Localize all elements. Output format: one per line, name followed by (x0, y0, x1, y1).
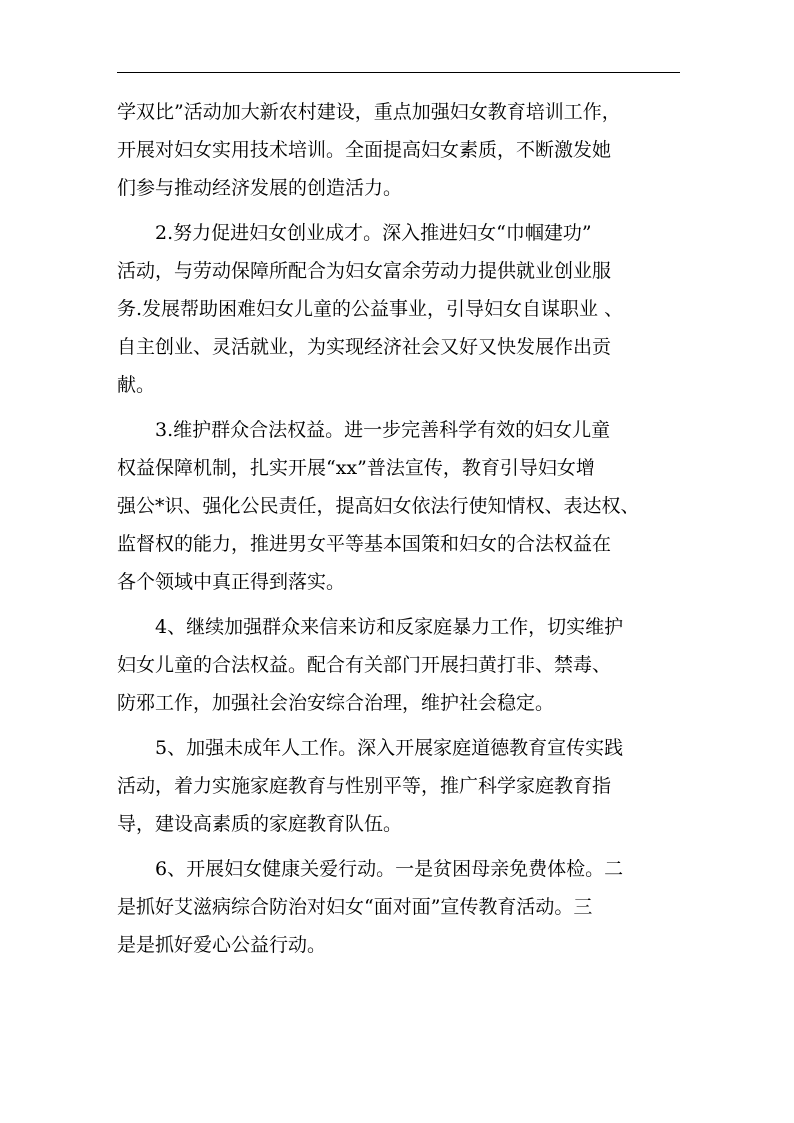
paragraph-2 (117, 214, 680, 404)
paragraph-line: 导，建设高素质的家庭教育队伍。 (117, 813, 403, 835)
paragraph-line: 自主创业、灵活就业，为实现经济社会又好又快发展作出贡 (117, 336, 612, 358)
paragraph-line: 2.努力促进妇女创业成才。深入推进妇女“巾帼建功” (155, 222, 592, 244)
paragraph-line: 是抓好艾滋病综合防治对妇女“面对面”宣传教育活动。三 (117, 896, 593, 918)
paragraph-line: 权益保障机制，扎实开展“xx”普法宣传，教育引导妇女增 (117, 457, 595, 479)
paragraph-3 (117, 411, 680, 601)
paragraph-spacer (117, 843, 680, 850)
paragraph-spacer (117, 207, 680, 214)
paragraph-line: 3.维护群众合法权益。进一步完善科学有效的妇女儿童 (155, 419, 611, 441)
paragraph-spacer (117, 404, 680, 411)
paragraph-line: 各个领域中真正得到落实。 (117, 571, 346, 593)
paragraph-line: 们参与推动经济发展的创造活力。 (117, 177, 403, 199)
paragraph-4 (117, 608, 680, 722)
paragraph-line: 献。 (117, 374, 156, 396)
paragraph-line: 防邪工作，加强社会治安综合治理，维护社会稳定。 (117, 692, 555, 714)
paragraph-spacer (117, 722, 680, 729)
paragraph-line: 6、开展妇女健康关爱行动。一是贫困母亲免费体检。二 (155, 858, 624, 880)
paragraph-line: 4、继续加强群众来信来访和反家庭暴力工作，切实维护 (155, 616, 624, 638)
paragraph-line: 活动，着力实施家庭教育与性别平等，推广科学家庭教育指 (117, 775, 612, 797)
paragraph-line: 强公*识、强化公民责任，提高妇女依法行使知情权、表达权、 (117, 495, 640, 517)
paragraph-6 (117, 850, 680, 964)
paragraph-line: 5、加强未成年人工作。深入开展家庭道德教育宣传实践 (155, 737, 624, 759)
paragraph-line: 监督权的能力，推进男女平等基本国策和妇女的合法权益在 (117, 533, 612, 555)
paragraph-5 (117, 729, 680, 843)
paragraph-line: 务.发展帮助困难妇女儿童的公益事业，引导妇女自谋职业 、 (117, 298, 624, 320)
paragraph-line: 学双比”活动加大新农村建设，重点加强妇女教育培训工作， (117, 101, 621, 123)
paragraph-line: 活动，与劳动保障所配合为妇女富余劳动力提供就业创业服 (117, 260, 612, 282)
paragraph-1 (117, 93, 680, 207)
paragraph-spacer (117, 601, 680, 608)
header-rule (117, 72, 680, 73)
paragraph-line: 是是抓好爱心公益行动。 (117, 934, 327, 956)
paragraph-line: 开展对妇女实用技术培训。全面提高妇女素质，不断激发她 (117, 139, 612, 161)
document-body (117, 93, 680, 964)
paragraph-line: 妇女儿童的合法权益。配合有关部门开展扫黄打非、禁毒、 (117, 654, 612, 676)
